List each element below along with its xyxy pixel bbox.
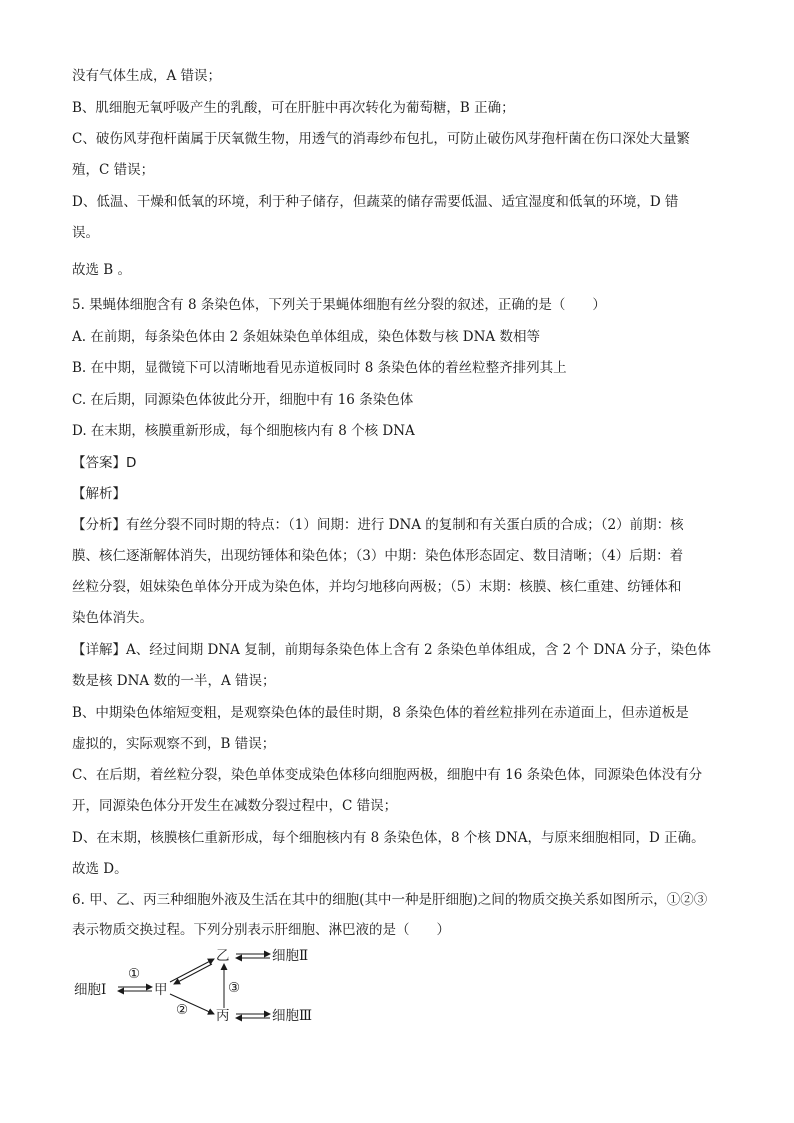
text-line: 膜、核仁逐渐解体消失，出现纺锤体和染色体；（3）中期：染色体形态固定、数目清晰；（4）后期：着 (72, 548, 684, 564)
text-line: 丝粒分裂，姐妹染色单体分开成为染色体，并均匀地移向两极；（5）末期：核膜、核仁重建、纺锤体和 (72, 579, 682, 595)
label-bing: 丙 (216, 1008, 230, 1024)
label-process-2: ② (176, 1002, 189, 1018)
text-line: 【分析】有丝分裂不同时期的特点：（1）间期：进行 DNA 的复制和有关蛋白质的合成；（2）前期：核 (72, 517, 684, 533)
question-stem: 5. 果蝇体细胞含有 8 条染色体，下列关于果蝇体细胞有丝分裂的叙述，正确的是（ ） (72, 297, 606, 313)
text-line: 数是核 DNA 数的一半，A 错误； (72, 673, 276, 689)
label-jia: 甲 (154, 982, 168, 998)
option-b: B. 在中期，显微镜下可以清晰地看见赤道板同时 8 条染色体的着丝粒整齐排列其上 (72, 360, 567, 376)
exchange-diagram (70, 938, 350, 1038)
option-d: D. 在末期，核膜重新形成，每个细胞核内有 8 个核 DNA (72, 423, 415, 439)
text-line: 虚拟的，实际观察不到，B 错误； (72, 736, 276, 752)
text-line: 殖，C 错误； (72, 162, 155, 178)
text-line: D、在末期，核膜核仁重新形成，每个细胞核内有 8 条染色体，8 个核 DNA，与原来细胞相同，D 正确。 (72, 830, 705, 846)
text-line: 没有气体生成，A 错误； (72, 68, 222, 84)
text-line: D、低温、干燥和低氧的环境，利于种子储存，但蔬菜的储存需要低温、适宜湿度和低氧的环境，D 错 (72, 194, 679, 210)
text-line: B、中期染色体缩短变粗，是观察染色体的最佳时期，8 条染色体的着丝粒排列在赤道面上，但赤道板是 (72, 705, 689, 721)
label-cell-3: 细胞Ⅲ (272, 1008, 313, 1024)
text-line: 染色体消失。 (72, 610, 153, 626)
analysis-label: 【解析】 (72, 486, 126, 502)
option-a: A. 在前期，每条染色体由 2 条姐妹染色单体组成，染色体数与核 DNA 数相等 (72, 329, 540, 345)
text-line: 故选 B 。 (72, 262, 132, 278)
label-process-3: ③ (228, 980, 241, 996)
text-line: C、破伤风芽孢杆菌属于厌氧微生物，用透气的消毒纱布包扎，可防止破伤风芽孢杆菌在伤口深处大量繁 (72, 131, 690, 147)
answer-label: 【答案】D (72, 455, 137, 471)
text-line: 表示物质交换过程。下列分别表示肝细胞、淋巴液的是（ ） (72, 922, 450, 938)
text-line: 开，同源染色体分开发生在减数分裂过程中，C 错误； (72, 798, 398, 814)
text-line: C、在后期，着丝粒分裂，染色单体变成染色体移向细胞两极，细胞中有 16 条染色体，同源染色体没有分 (72, 767, 703, 783)
question-stem: 6. 甲、乙、丙三种细胞外液及生活在其中的细胞(其中一种是肝细胞)之间的物质交换关系如图所示，①②③ (72, 892, 708, 908)
text-line: B、肌细胞无氧呼吸产生的乳酸，可在肝脏中再次转化为葡萄糖，B 正确； (72, 100, 515, 116)
label-yi: 乙 (216, 948, 230, 964)
option-c: C. 在后期，同源染色体彼此分开，细胞中有 16 条染色体 (72, 392, 414, 408)
text-line: 故选 D。 (72, 861, 128, 877)
label-process-1: ① (128, 966, 141, 982)
text-line: 误。 (72, 225, 99, 241)
label-cell-1: 细胞Ⅰ (74, 982, 107, 998)
label-cell-2: 细胞Ⅱ (272, 948, 309, 964)
text-line: 【详解】A、经过间期 DNA 复制，前期每条染色体上含有 2 条染色单体组成，含 2 个 DNA 分子，染色体 (72, 642, 712, 658)
